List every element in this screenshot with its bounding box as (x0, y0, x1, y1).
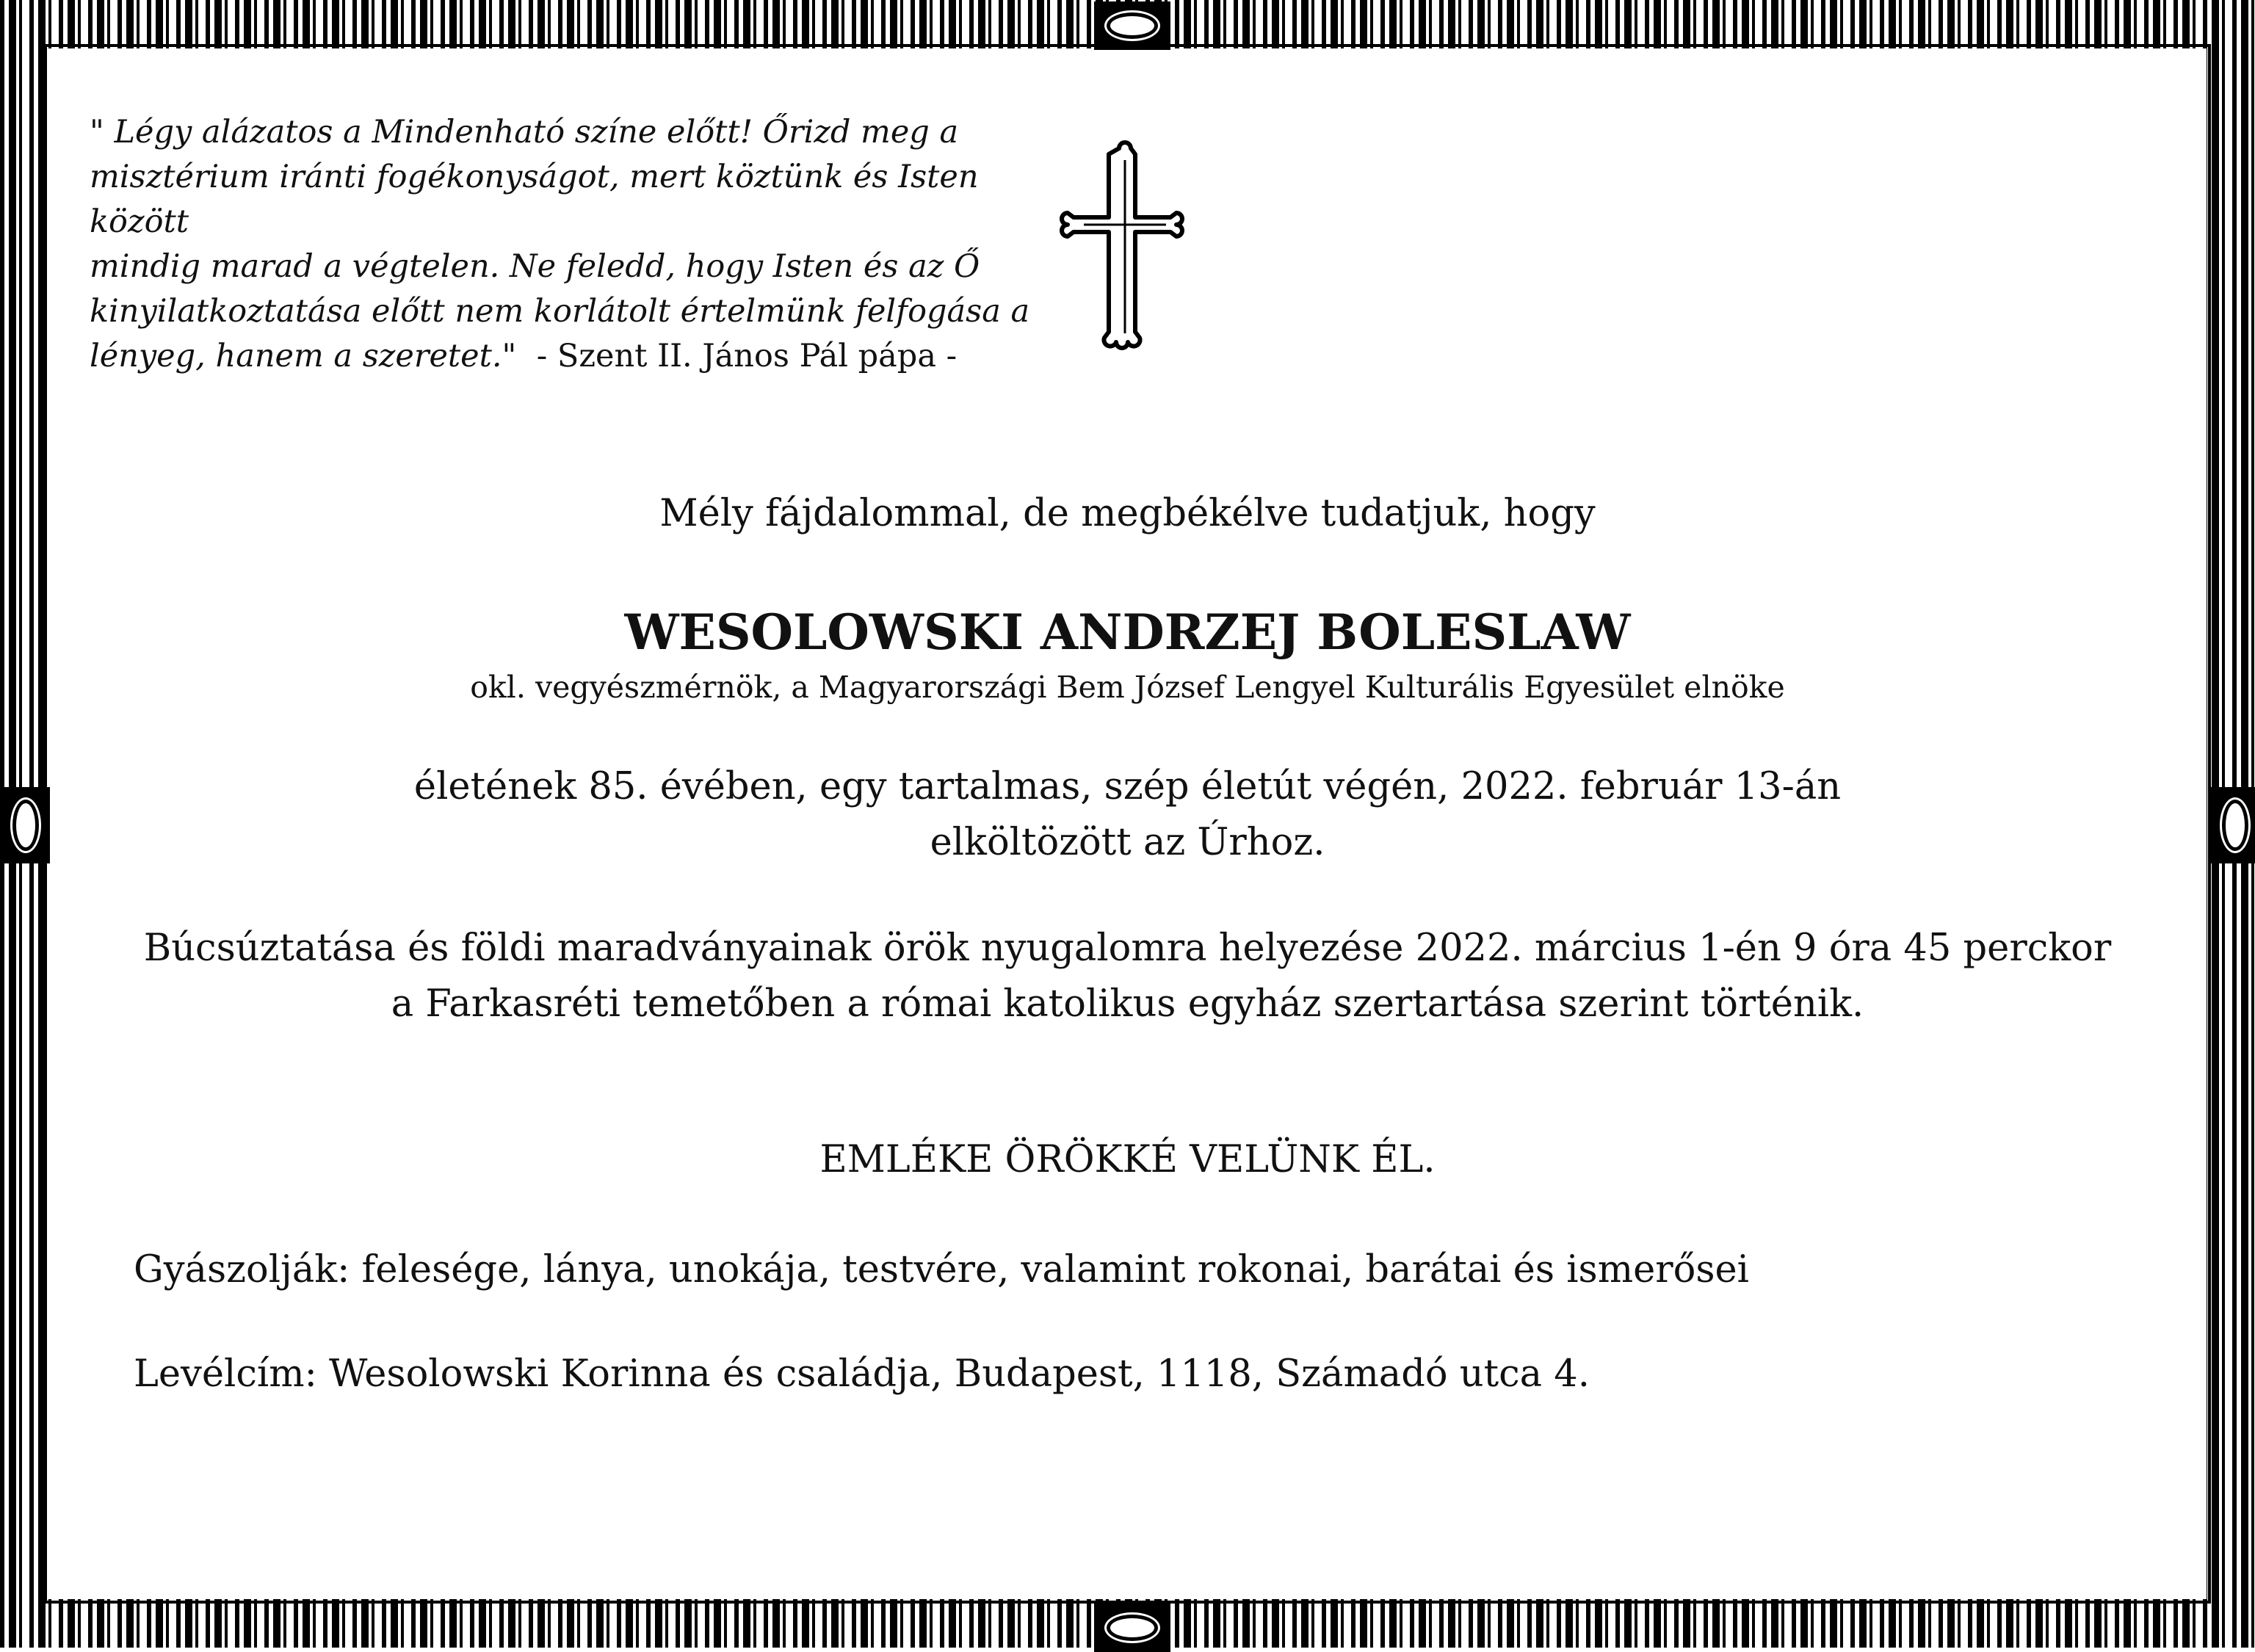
quote-line: lényeg, hanem a szeretet." (90, 338, 517, 374)
quote-line: misztérium iránti fogékonyságot, mert köztünk és Isten között (90, 159, 979, 240)
quote-line: kinyilatkoztatása előtt nem korlátolt értelmünk felfogása a (90, 293, 1030, 330)
cross-icon (1052, 140, 1198, 360)
deceased-name: WESOLOWSKI ANDRZEJ BOLESLAW (624, 604, 1631, 661)
border-medallion-top (1094, 1, 1170, 50)
quote-last-line (90, 334, 1037, 379)
funeral-line-1: Búcsúztatása és földi maradványainak örök nyugalomra helyezése 2022. március 1-én 9 óra 45 perckor (143, 927, 2112, 970)
quote-line: mindig marad a végtelen. Ne feledd, hogy Isten és az Ő (90, 248, 980, 285)
memory-line: EMLÉKE ÖRÖKKÉ VELÜNK ÉL. (819, 1138, 1436, 1181)
border-medallion-right (2211, 787, 2255, 863)
mourners-line: Gyászolják: felesége, lánya, unokája, testvére, valamint rokonai, barátai és ismerősei (134, 1248, 1749, 1291)
life-line-2: elköltözött az Úrhoz. (930, 821, 1325, 864)
border-medallion-bottom (1094, 1604, 1170, 1652)
deceased-title: okl. vegyészmérnök, a Magyarországi Bem József Lengyel Kulturális Egyesület elnöke (470, 670, 1785, 705)
intro-text: Mély fájdalommal, de megbékélve tudatjuk, hogy (659, 492, 1596, 535)
quote-attribution: - Szent II. János Pál pápa - (536, 338, 958, 374)
life-line-1: életének 85. évében, egy tartalmas, szép életút végén, 2022. február 13-án (413, 765, 1842, 808)
address-line: Levélcím: Wesolowski Korinna és családja, Budapest, 1118, Számadó utca 4. (134, 1352, 1590, 1396)
funeral-line-2: a Farkasréti temetőben a római katolikus egyház szertartása szerint történik. (391, 982, 1864, 1026)
quote-line: " Légy alázatos a Mindenható színe előtt! Őrizd meg a (90, 114, 959, 151)
border-medallion-left (1, 787, 50, 863)
quote-block (90, 110, 1037, 379)
